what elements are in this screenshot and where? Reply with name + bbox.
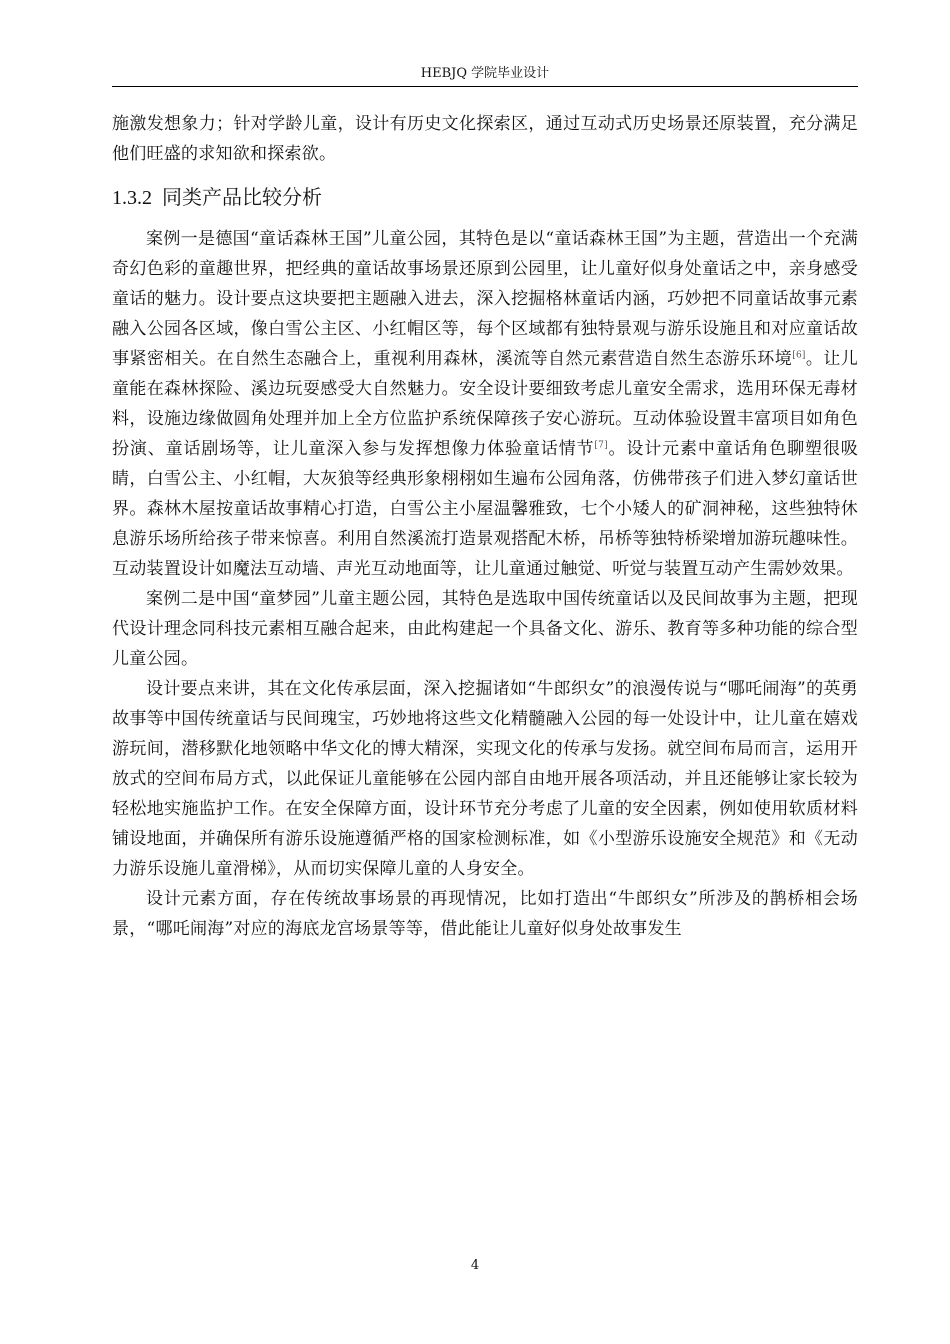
paragraph-text: 案例一是德国“童话森林王国”儿童公园，其特色是以“童话森林王国”为主题，营造出一个充满奇幻色彩的童趣世界，把经典的童话故事场景还原到公园里，让儿童好似身处童话之中，亲身感受童话的魅力。设计要点这块要把主题融入进去，深入挖掘格林童话内涵，巧妙把不同童话故事元素融入公园各区域，像白雪公主区、小红帽区等，每个区域都有独特景观与游乐设施且和对应童话故事紧密相关。在自然生态融合上，重视利用森林，溪流等自然元素营造自然生态游乐环境 [112, 229, 858, 369]
paragraph-case-one [112, 224, 858, 584]
page-header: HEBJQ 学院毕业设计 [420, 66, 550, 81]
paragraph-text: 。设计元素中童话角色聊塑很吸睛，白雪公主、小红帽，大灰狼等经典形象栩栩如生遍布公园角落，仿佛带孩子们进入梦幻童话世界。森林木屋按童话故事精心打造，白雪公主小屋温馨雅致，七个小矮人的矿洞神秘，这些独特休息游乐场所给孩子带来惊喜。利用自然溪流打造景观搭配木桥，吊桥等独特桥梁增加游玩趣味性。互动装置设计如魔法互动墙、声光互动地面等，让儿童通过触觉、听觉与装置互动产生需妙效果。 [112, 439, 859, 579]
page-number: 4 [470, 1258, 480, 1273]
paragraph-design-points: 设计要点来讲，其在文化传承层面，深入挖掘诸如“牛郎织女”的浪漫传说与“哪吒闹海”的英勇故事等中国传统童话与民间瑰宝，巧妙地将这些文化精髓融入公园的每一处设计中，让儿童在嬉戏游玩间，潜移默化地领略中华文化的博大精深，实现文化的传承与发扬。就空间布局而言，运用开放式的空间布局方式，以此保证儿童能够在公园内部自由地开展各项活动，并且还能够让家长较为轻松地实施监护工作。在安全保障方面，设计环节充分考虑了儿童的安全因素，例如使用软质材料铺设地面，并确保所有游乐设施遵循严格的国家检测标准，如《小型游乐设施安全规范》和《无动力游乐设施儿童滑梯》，从而切实保障儿童的人身安全。 [112, 679, 858, 879]
citation-ref: [6] [792, 350, 806, 361]
paragraph-design-elements: 设计元素方面，存在传统故事场景的再现情况，比如打造出“牛郎织女”所涉及的鹊桥相会场景，“哪吒闹海”对应的海底龙宫场景等等，借此能让儿童好似身处故事发生 [112, 889, 858, 939]
citation-ref: [7] [594, 440, 608, 451]
continued-paragraph: 施激发想象力；针对学龄儿童，设计有历史文化探索区，通过互动式历史场景还原装置，充分满足他们旺盛的求知欲和探索欲。 [112, 114, 858, 164]
page-body [112, 109, 858, 944]
paragraph-text: 。让儿童能在森林探险、溪边玩耍感受大自然魅力。安全设计要细致考虑儿童安全需求，选用环保无毒材料，设施边缘做圆角处理并加上全方位监护系统保障孩子安心游玩。互动体验设置丰富项目如角色扮演、童话剧场等，让儿童深入参与发挥想像力体验童话情节 [112, 349, 859, 459]
section-number: 1.3.2 [112, 187, 152, 209]
section-title: 同类产品比较分析 [162, 185, 322, 209]
section-heading [112, 179, 858, 216]
paragraph-case-two: 案例二是中国“童梦园”儿童主题公园，其特色是选取中国传统童话以及民间故事为主题，把现代设计理念同科技元素相互融合起来，由此构建起一个具备文化、游乐、教育等多种功能的综合型儿童公园。 [112, 589, 858, 669]
header-rule [112, 86, 858, 87]
